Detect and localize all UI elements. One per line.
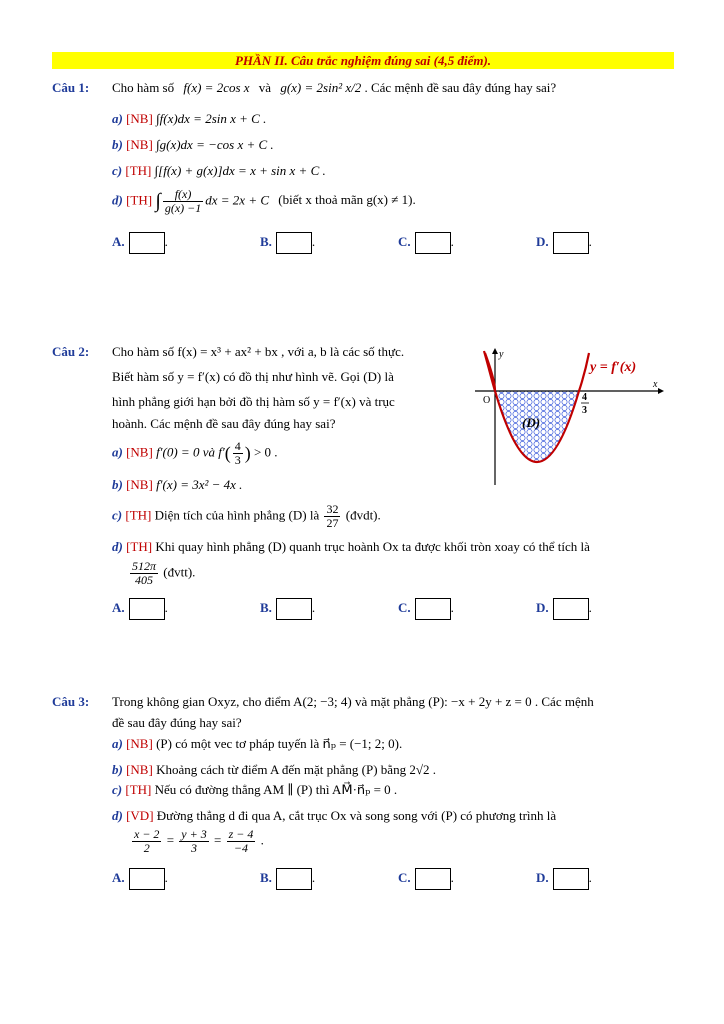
question-1-label: Câu 1: xyxy=(52,80,90,95)
q1-c-tag: c) xyxy=(112,163,123,178)
q2-a-fraction: $\frac{4}{3}$ xyxy=(234,439,241,467)
q2-answer-a: A. . xyxy=(112,598,168,620)
q1-d-text: dx = 2x + C xyxy=(205,192,270,208)
q2-origin-label: O xyxy=(483,395,491,406)
q1-a-text: ∫f(x)dx = 2sin x + C . xyxy=(156,111,267,126)
q2-b-level: [NB] xyxy=(126,477,153,492)
q1-answer-c: C. . xyxy=(398,232,454,254)
q2-region-label: (D) xyxy=(522,415,541,430)
q2-d-tag: d) xyxy=(112,539,123,554)
question-2-label: Câu 2: xyxy=(52,344,90,359)
question-1-stem xyxy=(112,80,556,96)
q1-stem-g: g(x) = 2sin² x/2 xyxy=(280,80,362,95)
q2-answer-c-box[interactable] xyxy=(415,598,451,620)
q2-answer-c: C. . xyxy=(398,598,454,620)
q2-d-level: [TH] xyxy=(126,539,153,554)
q3-answer-b-box[interactable] xyxy=(276,868,312,890)
q1-option-d: d) [TH] ∫ $\frac{f(x)}{g(x) -1}$ dx = 2x + C (biết x thoả mãn g(x) ≠ 1). xyxy=(112,187,416,215)
q2-answer-b-box[interactable] xyxy=(276,598,312,620)
q3-a-tag: a) xyxy=(112,736,123,751)
q1-d-level: [TH] xyxy=(126,192,153,208)
q2-root-denominator: 3 xyxy=(582,405,587,416)
q1-d-fraction: $\frac{f(x)}{g(x) -1}$ xyxy=(164,187,202,215)
q2-c-text: Diện tích của hình phẳng (D) là xyxy=(154,507,320,523)
q2-c-unit: (đvdt). xyxy=(345,507,381,523)
q1-option-b xyxy=(112,137,274,153)
q2-stem-line-4: hoành. Các mệnh đề sau đây đúng hay sai? xyxy=(112,416,336,431)
q1-answer-d: D. . xyxy=(536,232,592,254)
q1-stem-end: . Các mệnh đề sau đây đúng hay sai? xyxy=(364,80,557,95)
q1-answer-b: B. . xyxy=(260,232,315,254)
q1-answer-a: A. . xyxy=(112,232,168,254)
q1-a-tag: a) xyxy=(112,111,123,126)
q1-answer-b-box[interactable] xyxy=(276,232,312,254)
q3-c-text: Nếu có đường thẳng AM ∥ (P) thì AM⃗·n⃗ₚ = 0 . xyxy=(154,782,398,797)
q3-option-c xyxy=(112,782,397,798)
q3-answer-a-box[interactable] xyxy=(129,868,165,890)
q1-answer-c-box[interactable] xyxy=(415,232,451,254)
q2-answer-d-box[interactable] xyxy=(553,598,589,620)
q3-answer-d-box[interactable] xyxy=(553,868,589,890)
q2-root-numerator: 4 xyxy=(582,392,587,403)
q2-option-c xyxy=(112,503,381,530)
q2-c-level: [TH] xyxy=(125,507,152,523)
q2-a-text-end: > 0 . xyxy=(253,444,278,460)
q3-b-text: Khoảng cách từ điểm A đến mặt phẳng (P) bằng 2√2 . xyxy=(156,762,436,777)
section-banner: PHẦN II. Câu trắc nghiệm đúng sai (4,5 điểm). xyxy=(52,52,674,69)
q1-option-a xyxy=(112,111,266,127)
q1-option-c xyxy=(112,163,326,179)
q2-stem-line-3: hình phẳng giới hạn bởi đồ thị hàm số y = f′(x) và trục xyxy=(112,394,395,409)
q1-stem-f: f(x) = 2cos x xyxy=(183,80,250,95)
q3-option-b xyxy=(112,762,436,778)
q2-a-level: [NB] xyxy=(126,444,153,460)
q1-b-level: [NB] xyxy=(126,137,153,152)
q3-stem-line-2: đề sau đây đúng hay sai? xyxy=(112,715,242,730)
q1-c-text: ∫[f(x) + g(x)]dx = x + sin x + C . xyxy=(154,163,326,178)
question-3-label: Câu 3: xyxy=(52,694,90,709)
q2-x-arrow xyxy=(658,388,664,394)
q2-axis-y-label: y xyxy=(499,349,504,360)
q2-answer-b: B. . xyxy=(260,598,315,620)
q2-curve-label: y = f′(x) xyxy=(590,360,637,375)
q2-stem-line-1: Cho hàm số f(x) = x³ + ax² + bx , với a, b là các số thực. xyxy=(112,344,405,359)
q2-y-arrow xyxy=(492,348,498,354)
q3-answer-c-box[interactable] xyxy=(415,868,451,890)
q2-answer-d: D. . xyxy=(536,598,592,620)
q2-b-tag: b) xyxy=(112,477,123,492)
q3-option-d xyxy=(112,808,556,824)
q2-answer-a-box[interactable] xyxy=(129,598,165,620)
q2-c-tag: c) xyxy=(112,507,123,523)
q3-stem-line-1: Trong không gian Oxyz, cho điểm A(2; −3; 4) và mặt phẳng (P): −x + 2y + z = 0 . Các mệnh xyxy=(112,694,594,709)
q2-d-unit: (đvtt). xyxy=(163,564,196,580)
q3-answer-c: C. . xyxy=(398,868,454,890)
q3-c-level: [TH] xyxy=(125,782,152,797)
q3-d-fraction-y: $\frac{y + 3}{3}$ xyxy=(181,827,207,855)
q1-c-level: [TH] xyxy=(125,163,152,178)
q1-b-text: ∫g(x)dx = −cos x + C . xyxy=(156,137,274,152)
q3-b-level: [NB] xyxy=(126,762,153,777)
q2-d-fraction: $\frac{512\pi}{405}$ xyxy=(132,559,157,587)
q3-d-text: Đường thẳng d đi qua A, cắt trục Ox và song song với (P) có phương trình là xyxy=(156,808,557,823)
q3-answer-a: A. . xyxy=(112,868,168,890)
q2-b-text: f′(x) = 3x² − 4x . xyxy=(156,477,243,492)
q1-answer-d-box[interactable] xyxy=(553,232,589,254)
q1-b-tag: b) xyxy=(112,137,123,152)
q1-a-level: [NB] xyxy=(126,111,153,126)
q3-answer-d: D. . xyxy=(536,868,592,890)
q3-a-level: [NB] xyxy=(126,736,153,751)
q2-option-b xyxy=(112,477,242,493)
q2-d-volume xyxy=(128,560,195,587)
q2-curve-left xyxy=(484,351,495,391)
q3-d-level: [VD] xyxy=(126,808,154,823)
q2-option-d xyxy=(112,539,590,555)
q2-graph xyxy=(470,345,670,490)
q3-option-a xyxy=(112,736,402,752)
q1-stem-and: và xyxy=(258,80,272,95)
q1-answer-a-box[interactable] xyxy=(129,232,165,254)
q3-a-text: (P) có một vec tơ pháp tuyến là n⃗ₚ = (−1; 2; 0). xyxy=(156,736,403,751)
q3-answer-b: B. . xyxy=(260,868,315,890)
q3-d-equation: $\frac{x - 2}{2}$ = $\frac{y + 3}{3}$ = $\frac{z - 4}{-4}$ . xyxy=(134,827,264,855)
q2-option-a: a) [NB] f′(0) = 0 và f′( $\frac{4}{3}$ ) > 0 . xyxy=(112,439,278,467)
q2-a-tag: a) xyxy=(112,444,123,460)
q2-d-text: Khi quay hình phẳng (D) quanh trục hoành Ox ta được khối tròn xoay có thể tích là xyxy=(155,539,590,554)
q1-d-note: (biết x thoả mãn g(x) ≠ 1). xyxy=(278,192,416,208)
q2-c-fraction: $\frac{32}{27}$ xyxy=(326,502,339,530)
q3-d-fraction-z: $\frac{z - 4}{-4}$ xyxy=(228,827,254,855)
q3-b-tag: b) xyxy=(112,762,123,777)
q2-stem-line-2: Biết hàm số y = f′(x) có đồ thị như hình vẽ. Gọi (D) là xyxy=(112,369,394,384)
q1-stem-text: Cho hàm số xyxy=(112,80,175,95)
q2-a-text: f′(0) = 0 và f′ xyxy=(156,444,225,460)
q2-axis-x-label: x xyxy=(653,379,658,390)
q3-d-fraction-x: $\frac{x - 2}{2}$ xyxy=(134,827,160,855)
q3-d-tag: d) xyxy=(112,808,123,823)
q1-d-tag: d) xyxy=(112,192,123,208)
q3-c-tag: c) xyxy=(112,782,123,797)
